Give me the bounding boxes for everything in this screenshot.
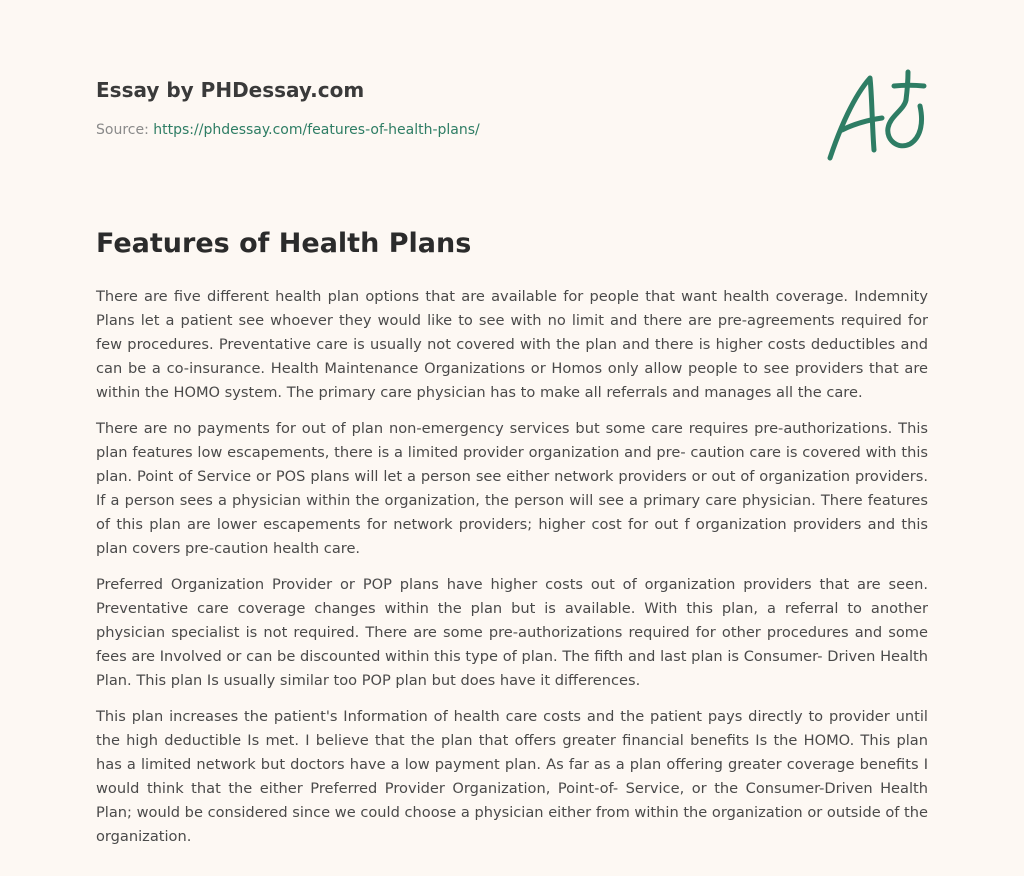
brand-title: Essay by PHDessay.com <box>96 78 365 102</box>
article-body <box>96 285 928 861</box>
source-line <box>96 120 736 140</box>
article-paragraph: This plan increases the patient's Information of health care costs and the patient pays directly to provider until the high deductible Is met. I believe that the plan that offers greater financial benefits Is the HOMO. This plan has a limited network but doctors have a low payment plan. As far as a plan offering greater coverage benefits I would think that the either Preferred Provider Organization, Point-of- Service, or the Consumer-Driven Health Plan; would be considered since we could choose a physician either from within the organization or outside of the organization. <box>96 708 928 845</box>
source-label: Source: <box>96 122 149 138</box>
source-link[interactable]: https://phdessay.com/features-of-health-plans/ <box>153 122 480 138</box>
a-plus-grade-icon <box>820 66 930 166</box>
page-header <box>96 76 736 140</box>
article-paragraph: There are no payments for out of plan non-emergency services but some care requires pre-authorizations. This plan features low escapements, there is a limited provider organization and pre- caution care is covered with this plan. Point of Service or POS plans will let a person see either network providers or out of organization providers. If a person sees a physician within the organization, the person will see a primary care physician. There features of this plan are lower escapements for network providers; higher cost for out f organization providers and this plan covers pre-caution health care. <box>96 420 928 557</box>
article-title: Features of Health Plans <box>96 228 472 259</box>
article-paragraph: There are five different health plan options that are available for people that want health coverage. Indemnity Plans let a patient see whoever they would like to see with no limit and there are pre-agreements required for few procedures. Preventative care is usually not covered with the plan and there is higher costs deductibles and can be a co-insurance. Health Maintenance Organizations or Homos only allow people to see providers that are within the HOMO system. The primary care physician has to make all referrals and manages all the care. <box>96 288 928 401</box>
article-paragraph: Preferred Organization Provider or POP plans have higher costs out of organization providers that are seen. Preventative care coverage changes within the plan but is available. With this plan, a referral to another physician specialist is not required. There are some pre-authorizations required for other procedures and some fees are Involved or can be discounted within this type of plan. The fifth and last plan is Consumer- Driven Health Plan. This plan Is usually similar too POP plan but does have it differences. <box>96 576 928 689</box>
